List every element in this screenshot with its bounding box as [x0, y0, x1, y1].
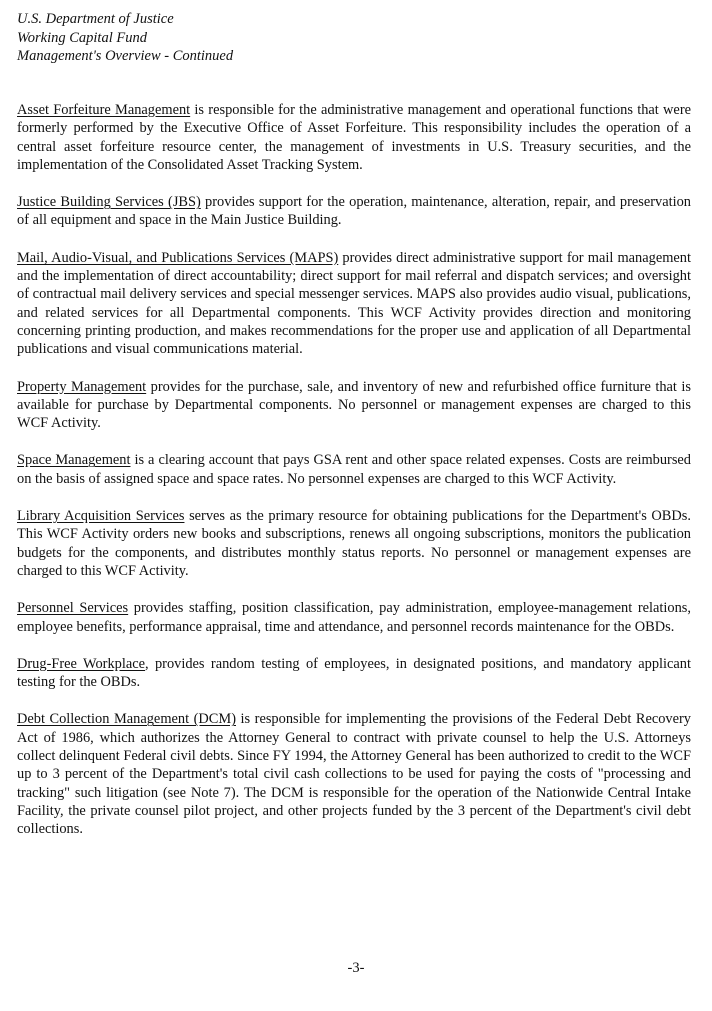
paragraph-debt-collection [17, 710, 691, 838]
paragraph-space-management [17, 451, 691, 488]
paragraph-text: is responsible for implementing the provisions of the Federal Debt Recovery Act of 1986, which authorizes the Attorney General to contract with private counsel to help the U.S. Attorneys collect delinquent Federal civil debts. Since FY 1994, the Attorney General has been authorized to credit to the WCF up to 3 percent of the Department's total civil cash collections to be used for paying the costs of "processing and tracking" such litigation (see Note 7). The DCM is responsible for the operation of the Nationwide Central Intake Facility, the private counsel pilot project, and other projects funded by the 3 percent of the Department's civil debt collections. [17, 711, 691, 838]
paragraph-drug-free-workplace [17, 655, 691, 692]
term-drug-free-workplace: Drug-Free Workplace [17, 655, 146, 672]
paragraph-text: provides support for the operation, maintenance, alteration, repair, and preservation of all equipment and space in the Main Justice Building. [17, 194, 691, 229]
page-number: -3- [347, 960, 365, 976]
paragraph-maps [17, 249, 691, 359]
paragraph-text: provides direct administrative support for mail management and the implementation of direct accountability; direct support for mail referral and dispatch services; and oversight of contractual mail delivery services and special messenger services. MAPS also provides audio visual, publications, and related services for all Departmental components. This WCF Activity provides direction and monitoring concerning printing production, and makes recommendations for the proper use and application of all Departmental publications and visual communications material. [17, 249, 691, 358]
header-fund: Working Capital Fund [17, 29, 147, 46]
term-property-management: Property Management [17, 378, 147, 395]
term-debt-collection: Debt Collection Management (DCM) [17, 711, 236, 728]
paragraph-jbs [17, 193, 691, 230]
paragraph-text: is a clearing account that pays GSA rent and other space related expenses. Costs are reimbursed on the basis of assigned space and space rates. No personnel expenses are charged to this WCF Activity. [17, 452, 691, 487]
header-agency: U.S. Department of Justice [17, 11, 174, 27]
paragraph-library-acquisition [17, 507, 691, 580]
term-maps: Mail, Audio-Visual, and Publications Services (MAPS) [17, 249, 339, 266]
paragraph-personnel-services [17, 599, 691, 636]
paragraph-text: , provides random testing of employees, in designated positions, and mandatory applicant testing for the OBDs. [17, 655, 691, 691]
paragraph-text: provides for the purchase, sale, and inventory of new and refurbished office furniture that is available for purchase by Departmental components. No personnel or management expenses are charged to this WCF Activity. [17, 378, 691, 432]
paragraph-property-management [17, 378, 691, 433]
term-asset-forfeiture: Asset Forfeiture Management [17, 102, 191, 118]
term-library-acquisition: Library Acquisition Services [17, 508, 185, 525]
paragraph-asset-forfeiture [17, 101, 691, 174]
term-jbs: Justice Building Services (JBS) [17, 194, 201, 211]
paragraph-text: serves as the primary resource for obtaining publications for the Department's OBDs. This WCF Activity orders new books and subscriptions, renews all ongoing subscriptions, monitors the publication budgets for the components, and distributes monthly status reports. No personnel or management expenses are charged to this WCF Activity. [17, 508, 691, 579]
paragraph-text: provides staffing, position classification, pay administration, employee-management relations, employee benefits, performance appraisal, time and attendance, and personnel records maintenance for the OBDs. [17, 600, 691, 635]
term-space-management: Space Management [17, 452, 131, 469]
paragraph-text: is responsible for the administrative management and operational functions that were formerly performed by the Executive Office of Asset Forfeiture. This responsibility includes the operation of a central asset forfeiture resource center, the management of investments in U.S. Treasury securities, and the implementation of the Consolidated Asset Tracking System. [17, 102, 691, 173]
document-body [17, 101, 691, 858]
document-header [17, 10, 233, 66]
term-personnel-services: Personnel Services [17, 600, 129, 617]
header-section: Management's Overview - Continued [17, 48, 234, 64]
